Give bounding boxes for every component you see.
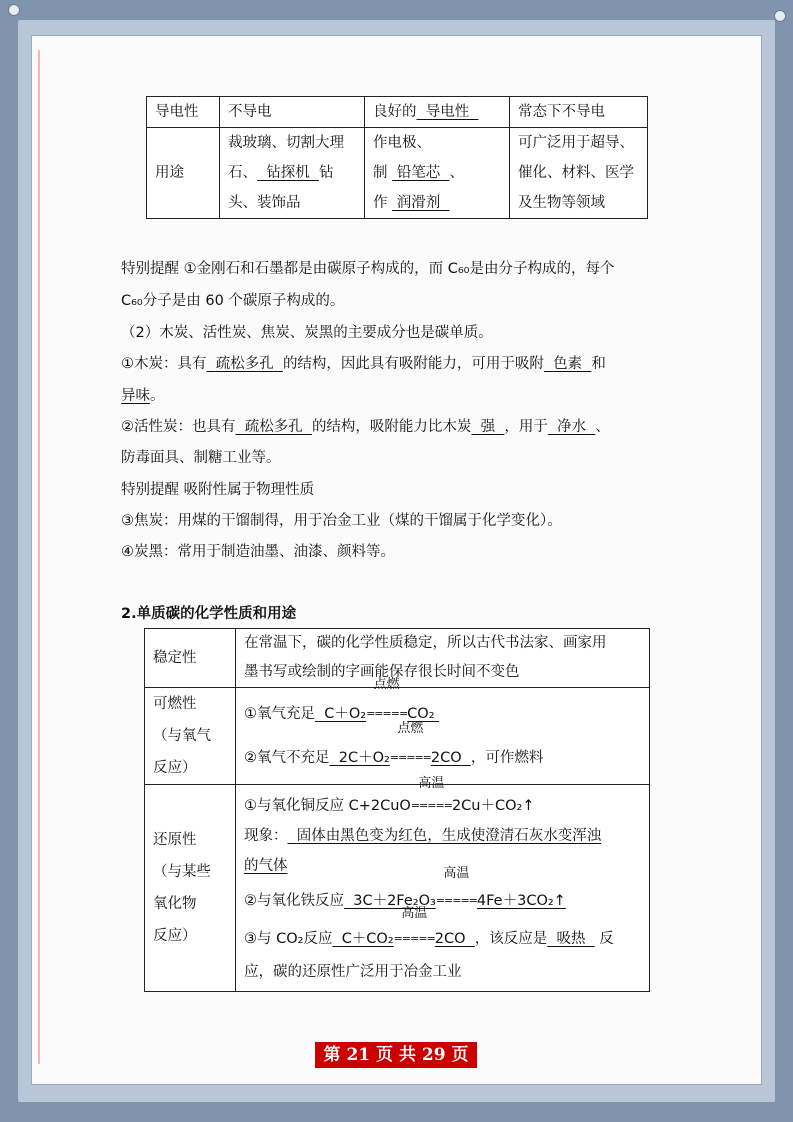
table-cell: 可广泛用于超导、 催化、材料、医学 及生物等领域 — [510, 128, 648, 219]
table-row — [147, 97, 648, 128]
table-cell: 不导电 — [220, 97, 365, 128]
table-cell: 裁玻璃、切割大理 石、 钻探机 钻 头、装饰品 — [220, 128, 365, 219]
section-heading: 2.单质碳的化学性质和用途 — [121, 606, 297, 622]
table-cell: ①与氧化铜反应 C+2CuO 高温 =====2Cu＋CO₂↑ 现象： 固体由黑色变为红色，生成使澄清石灰水变浑浊 的气体 ②与氧化铁反应 3C＋2Fe₂O₃ 高温 =====4Fe＋3CO₂↑ ③与 CO₂反应 C＋CO₂ 高温 =====2CO ，该反应是 吸热 反 应，碳的还原性广泛用于冶金工业 — [236, 785, 650, 992]
table-cell: 稳定性 — [145, 629, 236, 688]
page-number-footer: 第 21 页 共 29 页 — [315, 1042, 477, 1068]
table-cell: 在常温下，碳的化学性质稳定，所以古代书法家、画家用 墨书写或绘制的字画能保存很长时间不变色 — [236, 629, 650, 688]
table-row — [147, 128, 648, 219]
table-row — [145, 785, 650, 992]
text-line: ③焦炭：用煤的干馏制得，用于冶金工业（煤的干馏属于化学变化）。 — [121, 513, 562, 529]
table-row — [145, 688, 650, 785]
text-line: 异味。 — [121, 388, 165, 404]
text-line: 特别提醒 吸附性属于物理性质 — [121, 482, 315, 498]
text-line: C₆₀分子是由 60 个碳原子构成的。 — [121, 293, 345, 309]
table-cell: 常态下不导电 — [510, 97, 648, 128]
table-cell: 作电极、 制 铅笔芯 、 作 润滑剂 — [365, 128, 510, 219]
chemical-properties-table — [144, 628, 650, 992]
table-cell: 还原性 （与某些 氧化物 反应） — [145, 785, 236, 992]
text-line: 特别提醒 ①金刚石和石墨都是由碳原子构成的，而 C₆₀是由分子构成的，每个 — [121, 261, 615, 277]
table-cell: 用途 — [147, 128, 220, 219]
text-line: ①木炭：具有 疏松多孔 的结构，因此具有吸附能力，可用于吸附 色素 和 — [121, 356, 606, 372]
table-cell: 可燃性 （与氧气 反应） — [145, 688, 236, 785]
text-line: （2）木炭、活性炭、焦炭、炭黑的主要成分也是碳单质。 — [121, 325, 493, 341]
text-line: ④炭黑：常用于制造油墨、油漆、颜料等。 — [121, 544, 395, 560]
carbon-properties-table — [146, 96, 648, 219]
table-cell: 良好的 导电性 — [365, 97, 510, 128]
table-cell: ①氧气充足 C＋O₂ 点燃 =====CO₂ ②氧气不充足 2C＋O₂ 点燃 =====2CO ，可作燃料 — [236, 688, 650, 785]
table-cell: 导电性 — [147, 97, 220, 128]
text-line: 防毒面具、制糖工业等。 — [121, 450, 281, 466]
text-line: ②活性炭：也具有 疏松多孔 的结构，吸附能力比木炭 强 ，用于 净水 、 — [121, 419, 610, 435]
